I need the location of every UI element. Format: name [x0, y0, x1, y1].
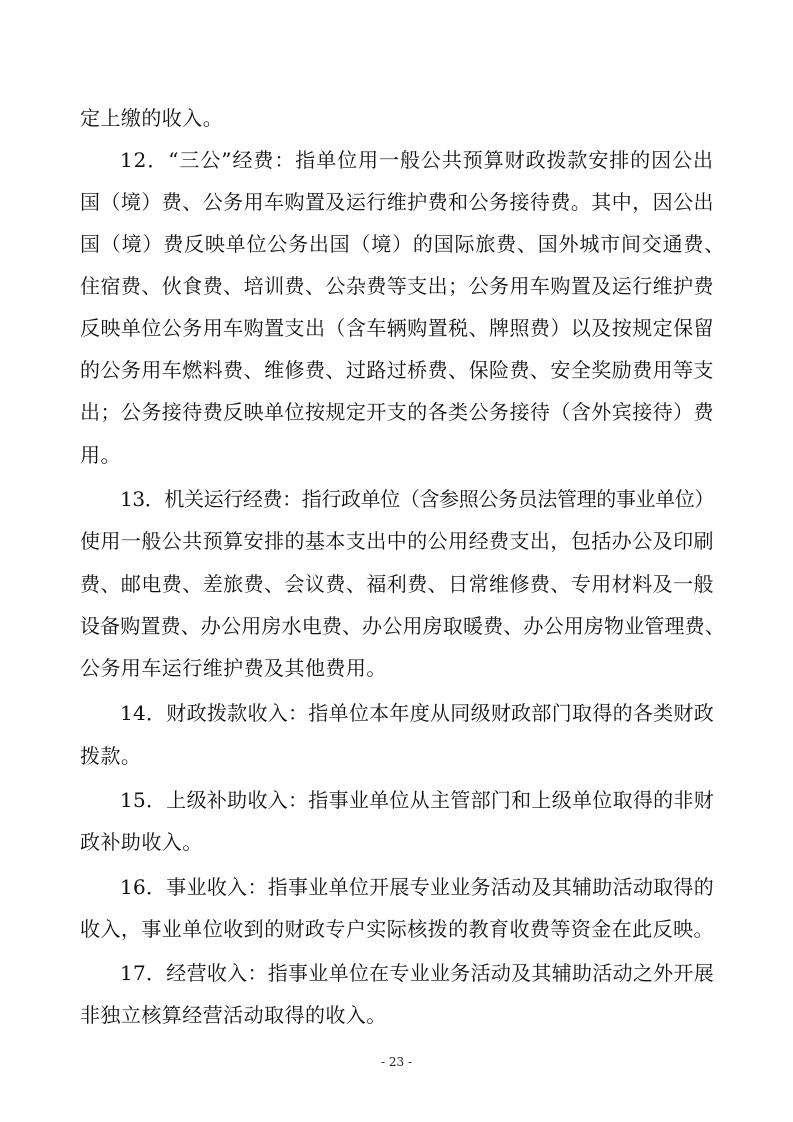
paragraph-line: 13．机关运行经费：指行政单位（含参照公务员法管理的事业单位）	[120, 487, 714, 511]
paragraph-line: 国（境）费、公务用车购置及运行维护费和公务接待费。其中，因公出	[80, 190, 714, 214]
paragraph-line: 拨款。	[80, 744, 142, 768]
paragraph-line: 政补助收入。	[80, 830, 203, 854]
paragraph-line: 的公务用车燃料费、维修费、过路过桥费、保险费、安全奖励费用等支	[80, 358, 714, 382]
paragraph-line: 12．“三公”经费：指单位用一般公共预算财政拨款安排的因公出	[120, 148, 714, 172]
paragraph-line: 15．上级补助收入：指事业单位从主管部门和上级单位取得的非财	[120, 788, 714, 812]
paragraph-line: 住宿费、伙食费、培训费、公杂费等支出；公务用车购置及运行维护费	[80, 274, 714, 298]
page-number: - 23 -	[380, 1055, 412, 1069]
paragraph-line: 定上缴的收入。	[80, 106, 224, 130]
paragraph-line: 国（境）费反映单位公务出国（境）的国际旅费、国外城市间交通费、	[80, 232, 725, 256]
paragraph-line: 出；公务接待费反映单位按规定开支的各类公务接待（含外宾接待）费	[80, 400, 714, 424]
paragraph-line: 收入，事业单位收到的财政专户实际核拨的教育收费等资金在此反映。	[80, 917, 714, 941]
paragraph-line: 用。	[80, 443, 121, 467]
paragraph-line: 使用一般公共预算安排的基本支出中的公用经费支出，包括办公及印刷	[80, 529, 714, 553]
paragraph-line: 非独立核算经营活动取得的收入。	[80, 1003, 387, 1027]
paragraph-line: 16．事业收入：指事业单位开展专业业务活动及其辅助活动取得的	[120, 875, 714, 899]
paragraph-line: 费、邮电费、差旅费、会议费、福利费、日常维修费、专用材料及一般	[80, 572, 714, 596]
paragraph-line: 14．财政拨款收入：指单位本年度从同级财政部门取得的各类财政	[120, 701, 714, 725]
paragraph-line: 反映单位公务用车购置支出（含车辆购置税、牌照费）以及按规定保留	[80, 316, 714, 340]
paragraph-line: 17．经营收入：指事业单位在专业业务活动及其辅助活动之外开展	[120, 961, 714, 985]
paragraph-line: 设备购置费、办公用房水电费、办公用房取暖费、办公用房物业管理费、	[80, 614, 725, 638]
paragraph-line: 公务用车运行维护费及其他费用。	[80, 656, 387, 680]
